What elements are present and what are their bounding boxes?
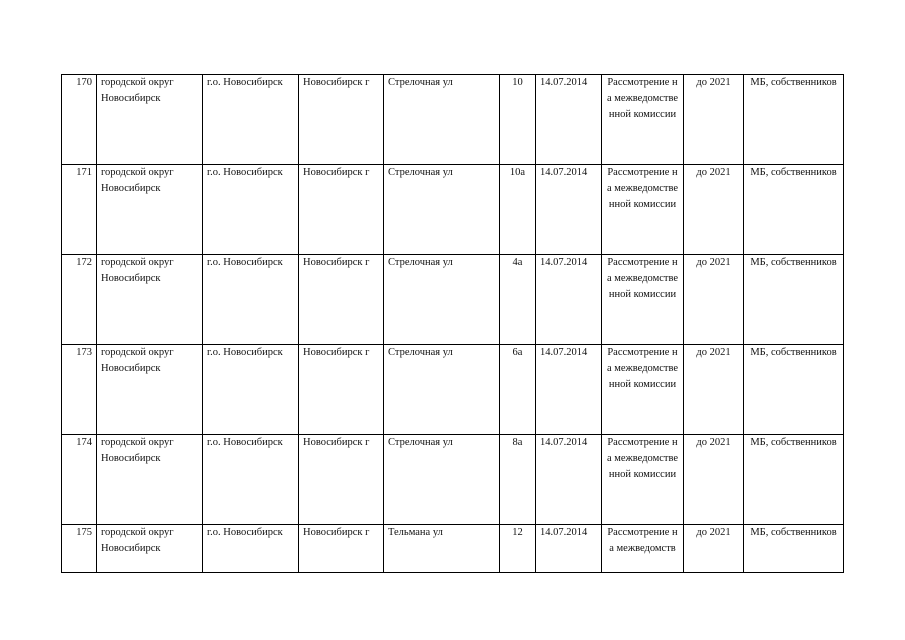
municipality-cell: г.о. Новосибирск — [203, 525, 299, 573]
funding-cell: МБ, собственников — [744, 435, 844, 525]
row-number: 171 — [62, 165, 97, 255]
municipality-cell: г.о. Новосибирск — [203, 75, 299, 165]
location-cell: городской округ Новосибирск — [97, 255, 203, 345]
deadline-cell: до 2021 — [684, 345, 744, 435]
table-row — [62, 525, 844, 573]
status-cell: Рассмотрение на межведомственной комиссии — [602, 435, 684, 525]
street-cell: Стрелочная ул — [384, 165, 500, 255]
city-cell: Новосибирск г — [299, 435, 384, 525]
row-number: 174 — [62, 435, 97, 525]
location-cell: городской округ Новосибирск — [97, 75, 203, 165]
city-cell: Новосибирск г — [299, 255, 384, 345]
deadline-cell: до 2021 — [684, 435, 744, 525]
date-cell: 14.07.2014 — [536, 75, 602, 165]
status-cell: Рассмотрение на межведомственной комиссии — [602, 255, 684, 345]
municipality-cell: г.о. Новосибирск — [203, 435, 299, 525]
city-cell: Новосибирск г — [299, 525, 384, 573]
street-cell: Стрелочная ул — [384, 255, 500, 345]
deadline-cell: до 2021 — [684, 525, 744, 573]
municipality-cell: г.о. Новосибирск — [203, 255, 299, 345]
funding-cell: МБ, собственников — [744, 75, 844, 165]
table-row — [62, 345, 844, 435]
deadline-cell: до 2021 — [684, 75, 744, 165]
date-cell: 14.07.2014 — [536, 255, 602, 345]
location-cell: городской округ Новосибирск — [97, 165, 203, 255]
house-cell: 6а — [500, 345, 536, 435]
date-cell: 14.07.2014 — [536, 345, 602, 435]
row-number: 175 — [62, 525, 97, 573]
row-number: 172 — [62, 255, 97, 345]
city-cell: Новосибирск г — [299, 75, 384, 165]
date-cell: 14.07.2014 — [536, 435, 602, 525]
table-row — [62, 255, 844, 345]
status-cell: Рассмотрение на межведомственной комиссии — [602, 345, 684, 435]
location-cell: городской округ Новосибирск — [97, 345, 203, 435]
house-cell: 10 — [500, 75, 536, 165]
status-cell: Рассмотрение на межведомств — [602, 525, 684, 573]
street-cell: Стрелочная ул — [384, 435, 500, 525]
row-number: 170 — [62, 75, 97, 165]
city-cell: Новосибирск г — [299, 165, 384, 255]
status-cell: Рассмотрение на межведомственной комиссии — [602, 165, 684, 255]
house-cell: 8а — [500, 435, 536, 525]
street-cell: Тельмана ул — [384, 525, 500, 573]
location-cell: городской округ Новосибирск — [97, 525, 203, 573]
date-cell: 14.07.2014 — [536, 165, 602, 255]
street-cell: Стрелочная ул — [384, 75, 500, 165]
date-cell: 14.07.2014 — [536, 525, 602, 573]
funding-cell: МБ, собственников — [744, 525, 844, 573]
house-cell: 12 — [500, 525, 536, 573]
table-row — [62, 75, 844, 165]
status-cell: Рассмотрение на межведомственной комиссии — [602, 75, 684, 165]
housing-table — [61, 74, 844, 573]
funding-cell: МБ, собственников — [744, 345, 844, 435]
city-cell: Новосибирск г — [299, 345, 384, 435]
row-number: 173 — [62, 345, 97, 435]
street-cell: Стрелочная ул — [384, 345, 500, 435]
table-row — [62, 165, 844, 255]
house-cell: 4а — [500, 255, 536, 345]
table-row — [62, 435, 844, 525]
funding-cell: МБ, собственников — [744, 165, 844, 255]
funding-cell: МБ, собственников — [744, 255, 844, 345]
municipality-cell: г.о. Новосибирск — [203, 345, 299, 435]
location-cell: городской округ Новосибирск — [97, 435, 203, 525]
municipality-cell: г.о. Новосибирск — [203, 165, 299, 255]
deadline-cell: до 2021 — [684, 165, 744, 255]
house-cell: 10а — [500, 165, 536, 255]
deadline-cell: до 2021 — [684, 255, 744, 345]
